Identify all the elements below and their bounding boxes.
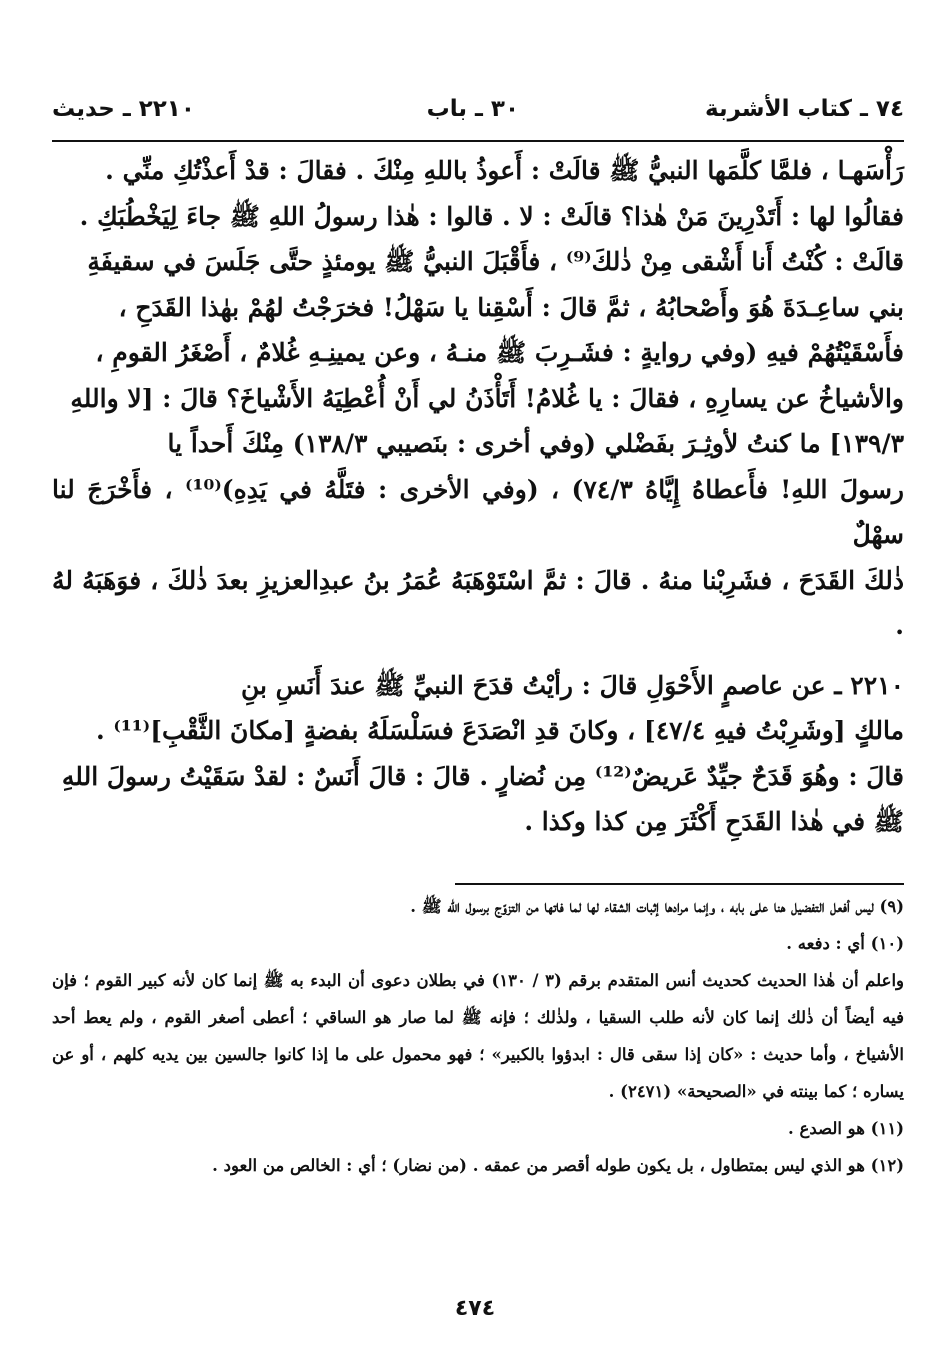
footnote-10: (١٠) أي : دفعه . <box>786 934 904 953</box>
text-line: بني ساعِـدَةَ هُوَ وأَصْحابُهُ ، ثمَّ قالَ : أَسْقِنا يا سَهْلُ! فخرَجْتُ لهُمْ بهٰذا القَدَحِ ، <box>118 292 904 322</box>
footnote-divider <box>455 883 904 885</box>
text-line: قالَتْ : كُنْتُ أَنا أَشْقى مِنْ ذٰلكَ⁽⁹⁾ ، فأَقْبَلَ النبيُّ ﷺ يومئذٍ حتَّى جَلَسَ في سقيفَةِ <box>87 247 904 276</box>
text-line: ﷺ في هٰذا القَدَحِ أَكْثَرَ مِن كذا وكذا . <box>524 807 904 836</box>
text-line: فقالُوا لها : أَتَدْرِينَ مَنْ هٰذا؟ قالَتْ : لا . قالوا : هٰذا رسولُ اللهِ ﷺ جاءَ لِيَخْطُبَكِ . <box>79 201 904 231</box>
text-line: ١٣٩/٣] ما كنتُ لأوثِـرَ بفَضْلي (وفي أخرى : بنَصيبي ١٣٨/٣) مِنْكَ أَحداً يا <box>167 429 904 458</box>
header-divider <box>52 140 904 142</box>
footnotes <box>52 888 904 1184</box>
page-number: ٤٧٤ <box>454 1296 496 1321</box>
text-line: رَأْسَهـا ، فلمَّا كلَّمَها النبيُّ ﷺ قالَتْ : أَعوذُ باللهِ مِنْكَ . فقالَ : قدْ أَعذْتُكِ منِّي . <box>105 156 904 185</box>
text-line: فأَسْقَيْتُهُمْ فيهِ (وفي روايةٍ : فشَـرِبَ ﷺ منـهُ ، وعن يمينِـهِ غُلامٌ ، أَصْغَرُ القومِ ، <box>95 338 904 367</box>
footnote-12: (١٢) هو الذي ليس بمتطاول ، بل يكون طوله أقصر من عمقه . (من نضار) ؛ أي : الخالص من العود . <box>212 1156 904 1175</box>
text-line: رسولَ اللهِ! فأَعطاهُ إِيَّاهُ ٧٤/٣) ، (وفي الأخرى : فتَلَّهُ في يَدِهِ)⁽¹⁰⁾ ، فأَخْرَجَ لنا سهْلٌ <box>52 474 904 549</box>
footnote-11: (١١) هو الصدع . <box>788 1119 904 1138</box>
section-title: ٣٠ ـ باب <box>426 96 519 122</box>
text-line: قالَ : وهُوَ قَدَحٌ جيِّدٌ عَريضٌ⁽¹²⁾ مِن نُضارٍ . قالَ : قالَ أَنَسٌ : لقدْ سَقَيْتُ رسولَ اللهِ <box>61 761 904 791</box>
main-text <box>52 148 904 845</box>
hadith-2210-line: ٢٢١٠ ـ عن عاصمٍ الأَحْوَلِ قالَ : رأيْتُ قدَحَ النبيِّ ﷺ عندَ أَنَسِ بنِ <box>240 670 904 700</box>
text-line: مالكٍ [وشَرِبْتُ فيهِ ٤٧/٤] ، وكانَ قدِ انْصَدَعَ فسَلْسَلَهُ بفضةٍ [مكانَ الثَّقْبِ]⁽¹¹⁾ . <box>96 716 904 745</box>
text-line: والأشياخُ عن يسارِهِ ، فقالَ : يا غُلامُ! أَتَأْذَنُ لي أَنْ أُعْطِيَهُ الأَشْياخَ؟ قالَ : [لا واللهِ <box>70 383 904 413</box>
page-header <box>52 92 904 132</box>
footnote-10-note: واعلم أن هٰذا الحديث كحديث أنس المتقدم برقم (٣ / ١٣٠) في بطلان دعوى أن البدء به ﷺ إنما كان لأنه كبير القوم ؛ فإن فيه أيضاً أن ذٰلك إنما كان لأنه طلب السقيا ، ولذٰلك ؛ فإنه ﷺ لما صار هو الساقي ؛ أعطى أصغر القوم ، ولم يعط أحد الأشياخ ، وأما حديث : «كان إذا سقى قال : ابدؤوا بالكبير» ؛ فهو محمول على ما إذا كانوا جالسين بين يديه كلهم ، أو عن يساره ؛ كما بينته في «الصحيحة» (٢٤٧١) . <box>52 971 905 1101</box>
chapter-title: ٧٤ ـ كتاب الأشربة <box>705 96 904 122</box>
hadith-range: ٢٢١٠ ـ حديث <box>52 96 195 122</box>
text-line: ذٰلكَ القَدَحَ ، فشَرِبْنا منهُ . قالَ : ثمَّ اسْتَوْهَبَهُ عُمَرُ بنُ عبدِالعزيزِ بعدَ ذٰلكَ ، فوَهَبَهُ لهُ . <box>52 565 904 640</box>
footnote-9: (٩) ليس أفعل التفضيل هنا على بابه ، وإنما مرادها إثبات الشقاء لها لما فاتها من التزوّج برسول الله ﷺ . <box>410 897 904 916</box>
